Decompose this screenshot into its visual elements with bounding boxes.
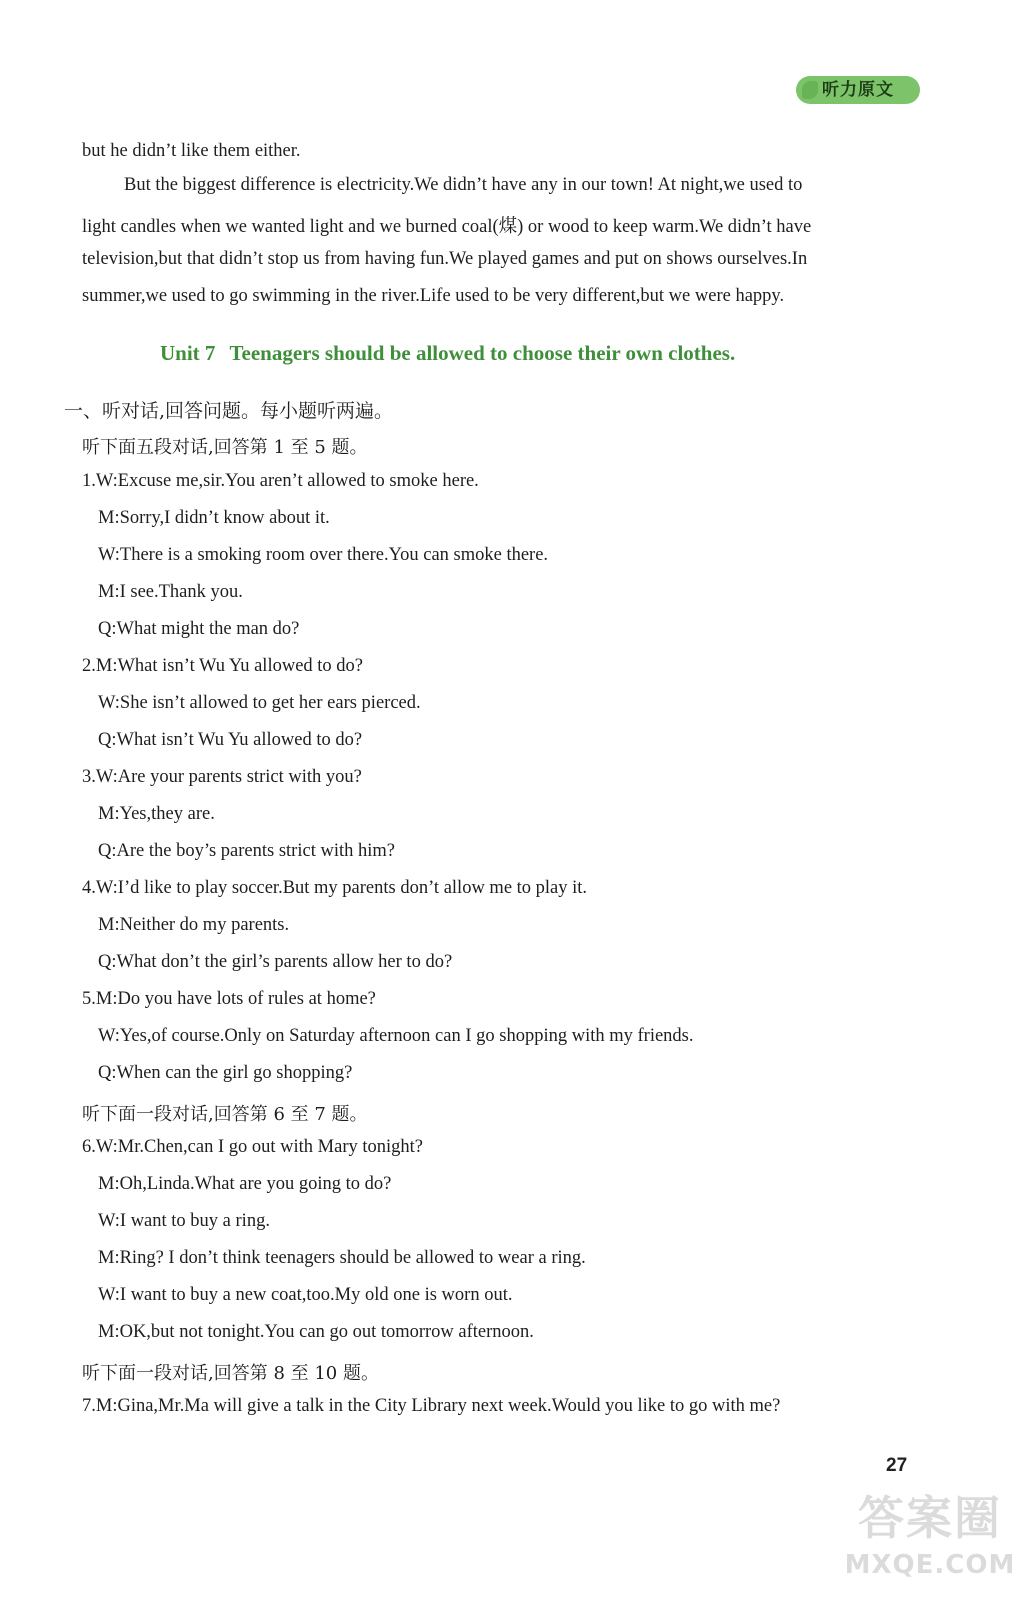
question-line: 7.M:Gina,Mr.Ma will give a talk in the City Library next week.Would you like to go with me?	[82, 1396, 781, 1416]
dialogue-line: M:Oh,Linda.What are you going to do?	[98, 1174, 392, 1194]
dialogue-line: Q:What isn’t Wu Yu allowed to do?	[98, 730, 363, 750]
page-number: 27	[886, 1455, 908, 1476]
dialogue-line: W:I want to buy a new coat,too.My old one is worn out.	[98, 1285, 513, 1305]
watermark-logo	[842, 1482, 1018, 1594]
watermark-en: MXQE.COM	[844, 1550, 1016, 1580]
question-line: 6.W:Mr.Chen,can I go out with Mary tonight?	[82, 1137, 423, 1157]
dialogue-line: M:I see.Thank you.	[98, 582, 243, 602]
question-line: 1.W:Excuse me,sir.You aren’t allowed to smoke here.	[82, 471, 479, 491]
question-line: 4.W:I’d like to play soccer.But my parents don’t allow me to play it.	[82, 878, 588, 898]
dialogue-line: Q:Are the boy’s parents strict with him?	[98, 841, 395, 861]
paragraph-line: but he didn’t like them either.	[82, 141, 301, 161]
dialogue-line: W:Yes,of course.Only on Saturday afternoon can I go shopping with my friends.	[98, 1026, 694, 1046]
unit-number: Unit 7	[160, 341, 216, 365]
section-heading: 一、听对话,回答问题。每小题听两遍。	[64, 400, 394, 422]
instruction-line: 听下面五段对话,回答第 1 至 5 题。	[82, 437, 368, 458]
dialogue-line: W:There is a smoking room over there.You can smoke there.	[98, 545, 549, 565]
dialogue-line: W:I want to buy a ring.	[98, 1211, 270, 1231]
instruction-line: 听下面一段对话,回答第 8 至 10 题。	[82, 1363, 379, 1384]
question-line: 3.W:Are your parents strict with you?	[82, 767, 362, 787]
dialogue-line: Q:What don’t the girl’s parents allow her to do?	[98, 952, 453, 972]
dialogue-line: M:OK,but not tonight.You can go out tomorrow afternoon.	[98, 1322, 534, 1342]
dialogue-line: M:Ring? I don’t think teenagers should be allowed to wear a ring.	[98, 1248, 586, 1268]
paragraph-line: But the biggest difference is electricity.We didn’t have any in our town! At night,we used to	[124, 175, 803, 195]
dialogue-line: M:Neither do my parents.	[98, 915, 290, 935]
paragraph-line: television,but that didn’t stop us from having fun.We played games and put on shows ourselves.In	[82, 249, 808, 269]
instruction-line: 听下面一段对话,回答第 6 至 7 题。	[82, 1104, 368, 1125]
watermark-cn: 答案圈	[858, 1491, 1002, 1545]
question-line: 5.M:Do you have lots of rules at home?	[82, 989, 376, 1009]
unit-title-text: Teenagers should be allowed to choose their own clothes.	[229, 341, 736, 365]
dialogue-line: M:Sorry,I didn’t know about it.	[98, 508, 330, 528]
section-tag: 听力原文	[796, 76, 920, 104]
question-line: 2.M:What isn’t Wu Yu allowed to do?	[82, 656, 364, 676]
dialogue-line: M:Yes,they are.	[98, 804, 215, 824]
paragraph-line: summer,we used to go swimming in the river.Life used to be very different,but we were happy.	[82, 286, 785, 306]
dialogue-line: W:She isn’t allowed to get her ears pierced.	[98, 693, 421, 713]
paragraph-line: light candles when we wanted light and we burned coal(煤) or wood to keep warm.We didn’t have	[82, 217, 812, 237]
unit-heading	[160, 341, 880, 366]
dialogue-line: Q:When can the girl go shopping?	[98, 1063, 353, 1083]
dialogue-line: Q:What might the man do?	[98, 619, 300, 639]
